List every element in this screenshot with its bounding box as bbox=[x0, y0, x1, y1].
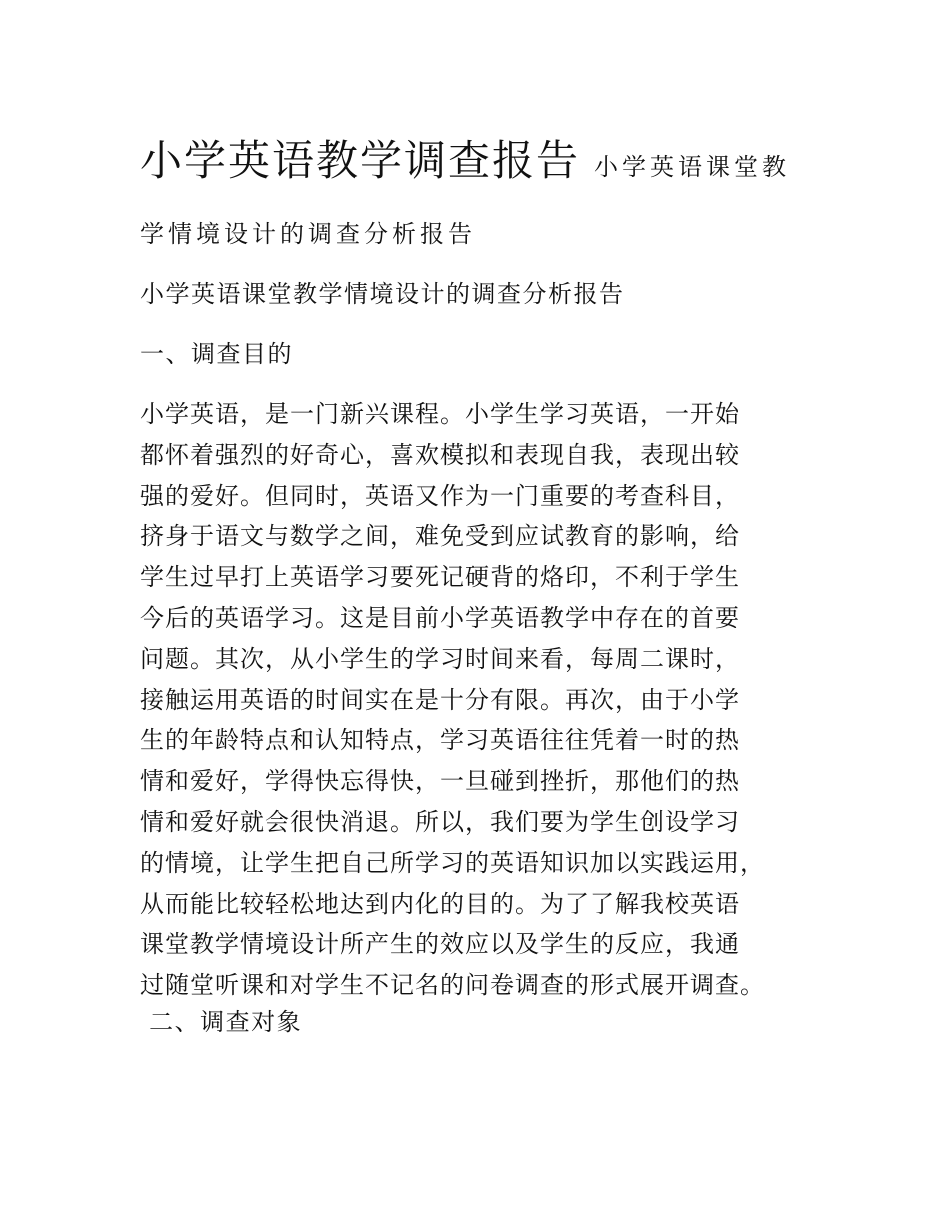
document-title bbox=[140, 128, 790, 188]
paragraph-line: 都怀着强烈的好奇心，喜欢模拟和表现自我，表现出较 bbox=[140, 440, 740, 469]
paragraph-line: 情和爱好就会很快消退。所以，我们要为学生创设学习 bbox=[140, 807, 740, 836]
paragraph-line: 过随堂听课和对学生不记名的问卷调查的形式展开调查。 bbox=[140, 971, 765, 1000]
title-main: 小学英语教学调查报告 bbox=[140, 136, 581, 185]
section-2-title: 二、调查对象 bbox=[140, 1008, 303, 1036]
body-paragraph bbox=[140, 394, 820, 1006]
title-sub-continuation: 学情境设计的调查分析报告 bbox=[140, 220, 476, 248]
paragraph-line: 学生过早打上英语学习要死记硬背的烙印，不利于学生 bbox=[140, 563, 740, 592]
paragraph-line: 强的爱好。但同时，英语又作为一门重要的考查科目， bbox=[140, 481, 740, 510]
paragraph-line: 的情境，让学生把自己所学习的英语知识加以实践运用， bbox=[140, 848, 765, 877]
title-sub: 小学英语课堂教 bbox=[594, 153, 791, 181]
section-1-title: 一、调查目的 bbox=[140, 340, 293, 368]
paragraph-line: 情和爱好，学得快忘得快，一旦碰到挫折，那他们的热 bbox=[140, 767, 740, 796]
paragraph-line: 课堂教学情境设计所产生的效应以及学生的反应，我通 bbox=[140, 930, 740, 959]
paragraph-line: 问题。其次，从小学生的学习时间来看，每周二课时， bbox=[140, 644, 740, 673]
paragraph-line: 小学英语，是一门新兴课程。小学生学习英语，一开始 bbox=[140, 400, 740, 428]
paragraph-line: 今后的英语学习。这是目前小学英语教学中存在的首要 bbox=[140, 603, 740, 632]
paragraph-line: 接触运用英语的时间实在是十分有限。再次，由于小学 bbox=[140, 685, 740, 714]
document-heading: 小学英语课堂教学情境设计的调查分析报告 bbox=[140, 280, 625, 308]
paragraph-line: 挤身于语文与数学之间，难免受到应试教育的影响，给 bbox=[140, 522, 740, 551]
paragraph-line: 从而能比较轻松地达到内化的目的。为了了解我校英语 bbox=[140, 889, 740, 918]
paragraph-line: 生的年龄特点和认知特点，学习英语往往凭着一时的热 bbox=[140, 726, 740, 755]
